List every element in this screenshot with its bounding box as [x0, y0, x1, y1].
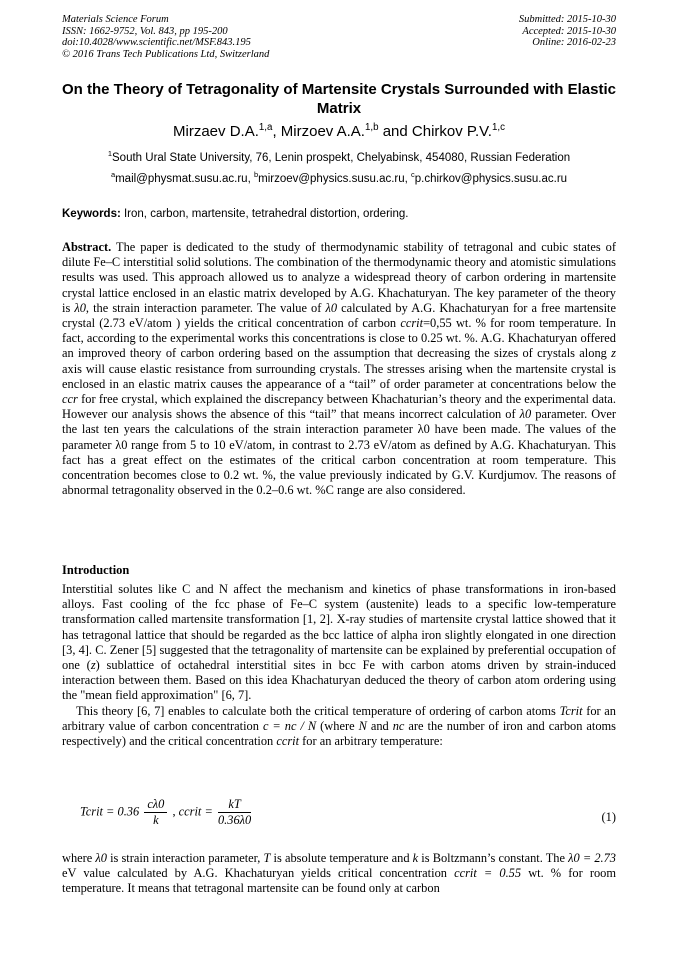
keywords-text: Iron, carbon, martensite, tetrahedral distortion, ordering.: [120, 208, 409, 220]
abstract-text: , the strain interaction parameter. The value of: [85, 300, 326, 315]
numerator: cλ0: [144, 797, 167, 813]
email-link[interactable]: p.chirkov@physics.susu.ac.ru: [414, 173, 568, 185]
introduction-body: [62, 582, 616, 749]
eq-separator: ,: [169, 804, 179, 819]
fraction: [144, 797, 167, 828]
author-emails: [62, 172, 616, 186]
math-symbol: k: [412, 851, 419, 865]
author-name: Mirzoev A.A.: [280, 123, 365, 140]
email-link[interactable]: mirzoev@physics.susu.ac.ru,: [258, 173, 412, 185]
keywords-label: Keywords:: [62, 208, 121, 220]
paragraph-text: are the number of iron and carbon atoms respectively) and the critical concentration: [62, 718, 617, 749]
fraction: [218, 797, 251, 828]
paragraph-text: for an arbitrary temperature:: [299, 734, 443, 749]
paragraph: [62, 704, 616, 750]
author-sup: 1,b: [364, 122, 379, 133]
math-symbol: ccrit: [400, 316, 424, 331]
email-sup: b: [253, 170, 259, 180]
math-symbol: Tcrit: [559, 703, 583, 718]
abstract-text: calculated by A.G. Khachaturyan for a free martensite crystal (2.73 eV/atom ) yields the critical concentration of carbon: [62, 300, 616, 331]
math-symbol: nc: [392, 718, 405, 733]
paragraph: [62, 582, 616, 704]
math-symbol: λ0: [74, 300, 86, 315]
paragraph-text: eV value calculated by A.G. Khachaturyan yields critical concentration: [62, 866, 455, 881]
abstract-label: Abstract.: [62, 240, 112, 254]
submission-dates: [519, 14, 616, 49]
paragraph-text: is absolute temperature and: [270, 851, 413, 865]
paragraph-text: is Boltzmann’s constant. The: [418, 851, 569, 865]
paragraph-text: for an arbitrary value of carbon concentration: [62, 703, 617, 733]
denominator: 0.36λ0: [217, 813, 252, 827]
doi-line[interactable]: doi:10.4028/www.scientific.net/MSF.843.195: [62, 37, 251, 48]
accepted-date: Accepted: 2015-10-30: [522, 25, 616, 37]
paragraph: [62, 851, 616, 897]
denominator: k: [153, 813, 159, 827]
author-sup: 1,c: [491, 122, 505, 133]
paragraph-text: where: [62, 851, 96, 865]
paragraph-text: This theory [6, 7] enables to calculate both the critical temperature of ordering of carbon atoms: [76, 703, 560, 718]
math-symbol: c = nc / N: [262, 718, 317, 733]
abstract: [62, 240, 616, 498]
abstract-text: =0,55 wt. % for room temperature. In fact, according to the experimental works this concentrations is close to 0.25 wt. %. A.G. Khachaturyan offered an improved theory of carbon ordering based on the assumption that decreasing the sizes of crystals along: [62, 316, 616, 361]
section-heading: Introduction: [62, 563, 130, 577]
affiliation: [62, 151, 616, 165]
abstract-text: axis will cause elastic resistance from surrounding crystals. The stresses arising when the martensite crystal is enclosed in an elastic matrix causes the appearance of a “tail” of order parameter at concentrations below the: [62, 361, 616, 391]
math-symbol: ccrit: [276, 734, 300, 749]
paragraph-text: wt. % for room temperature. It means that tetragonal martensite can be found only at carbon: [62, 866, 616, 896]
math-symbol: λ0: [95, 851, 107, 865]
abstract-text: parameter. Over the last ten years the calculations of the strain interaction parameter λ0 have been made. The values of the parameter λ0 range from 5 to 10 eV/atom, in contrast to 2.73 eV/atom as defined by A.G. Khachaturyan. This fact has a great effect on the estimates of the critical carbon concentration at room temperature. This concentration becomes close to 0.2 wt. %, the value previously indicated by G.V. Kurdjumov. The reasons of abnormal tetragonality observed in the 0.2–0.6 wt. %C range are also considered.: [62, 407, 616, 498]
journal-info: [62, 14, 269, 60]
author-separator: ,: [272, 123, 281, 140]
journal-name: Materials Science Forum: [62, 14, 169, 25]
math-symbol: ccr: [62, 392, 78, 407]
paragraph-text: and: [366, 718, 393, 733]
paragraph-text: Interstitial solutes like C and N affect the mechanism and kinetics of phase transformations in iron-based alloys. Fast cooling of the fcc phase of Fe–C system (austenite) leads to a specific low-temperature transformation called martensite transformation [1, 2]. X-ray studies of martensite crystal lattice showed that it has tetragonal lattice that should be regarded as the bcc lattice of alpha iron slightly elongated in one direction [3, 4]. C. Zener [5] suggested that the tetragonality of martensite can be explained by preferential occupation of one (: [62, 582, 616, 673]
abstract-text: The paper is dedicated to the study of thermodynamic stability of tetragonal and cubic states of dilute Fe–C interstitial solid solutions. The combination of the thermodynamic theory and atomistic simulations results was used. This approach allowed us to analyze a widespread theory of carbon ordering in martensite crystal lattice enclosed in an elastic matrix developed by A.G. Khachaturyan. The key parameter of the theory is: [62, 240, 616, 315]
math-symbol: z: [611, 346, 616, 361]
math-symbol: λ0: [325, 300, 338, 315]
paragraph-text: is strain interaction parameter,: [106, 851, 264, 865]
paper-title: On the Theory of Tetragonality of Martensite Crystals Surrounded with Elastic Matrix: [62, 81, 616, 117]
issn-line: ISSN: 1662-9752, Vol. 843, pp 195-200: [62, 25, 228, 37]
copyright-line: © 2016 Trans Tech Publications Ltd, Switzerland: [62, 48, 270, 60]
math-symbol: z: [90, 658, 96, 673]
numerator: kT: [218, 797, 251, 813]
eq-lhs: Tcrit = 0.36: [80, 804, 140, 819]
math-symbol: N: [358, 718, 367, 733]
equation-number: (1): [601, 810, 616, 824]
math-symbol: ccrit = 0.55: [454, 866, 522, 881]
affiliation-text: South Ural State University, 76, Lenin prospekt, Chelyabinsk, 454080, Russian Federation: [112, 152, 571, 164]
author-name: Chirkov P.V.: [411, 123, 492, 140]
email-sup: c: [411, 170, 415, 180]
online-date: Online: 2016-02-23: [532, 37, 616, 48]
author-name: Mirzaev D.A.: [173, 123, 259, 140]
email-link[interactable]: mail@physmat.susu.ac.ru,: [115, 173, 254, 185]
author-list: [62, 123, 616, 141]
eq-lhs: ccrit =: [178, 804, 213, 819]
math-symbol: λ0 = 2.73: [568, 851, 616, 865]
affiliation-sup: 1: [107, 149, 113, 159]
email-sup: a: [110, 170, 116, 180]
keywords: [62, 207, 616, 221]
math-symbol: λ0: [519, 407, 532, 422]
equation-1: [62, 797, 616, 841]
paragraph-text: (where: [316, 718, 359, 733]
author-separator: and: [378, 123, 412, 140]
author-sup: 1,a: [258, 122, 273, 133]
math-symbol: T: [263, 851, 271, 865]
submitted-date: Submitted: 2015-10-30: [518, 14, 616, 25]
equation-formula: [80, 797, 253, 828]
abstract-text: for free crystal, which explained the discrepancy between Khachaturian’s theory and the experimental data. However our analysis shows the absence of this “tail” that means incorrect calculation of: [62, 392, 616, 422]
paragraph-text: ) sublattice of octahedral interstitial sites in bcc Fe with carbon atoms driven by strain-induced interaction between them. Based on this idea Khachaturyan deduced the theory of carbon atom ordering using the "mean field approximation" [6, 7].: [62, 658, 616, 703]
